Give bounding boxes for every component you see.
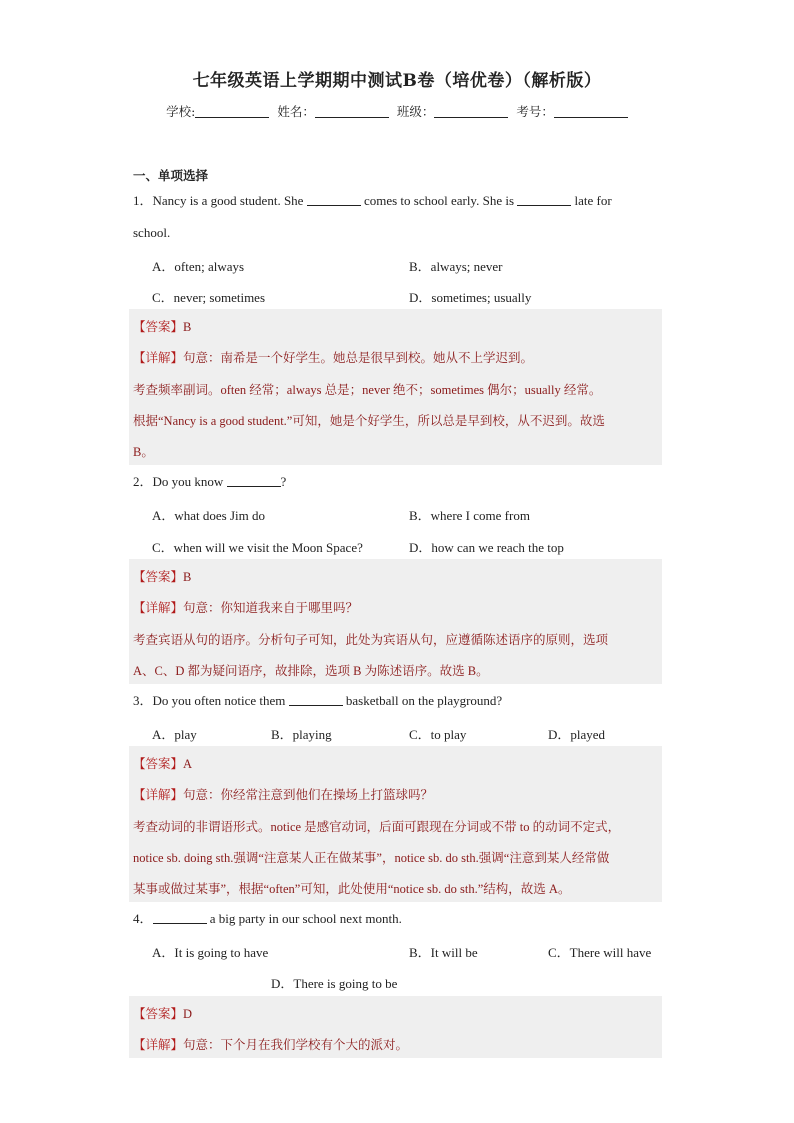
q2-option-d[interactable]: D．how can we reach the top xyxy=(409,540,564,555)
detail-line: B。 xyxy=(133,445,154,459)
number-label: 考号： xyxy=(516,104,554,119)
question-number: 4． xyxy=(133,911,153,926)
detail-line: 【详解】句意：你经常注意到他们在操场上打篮球吗？ xyxy=(133,787,434,802)
detail-line: 某事或做过某事”，根据“often”可知，此处使用“notice sb. do sth.”结构，故选 A。 xyxy=(133,882,571,896)
answer-blank xyxy=(307,194,361,206)
answer-blank xyxy=(227,475,281,487)
q1-option-a[interactable]: A．often; always xyxy=(152,259,245,274)
q2-option-c[interactable]: C．when will we visit the Moon Space? xyxy=(152,540,363,555)
question-4-text: 4． a big party in our school next month. xyxy=(133,911,402,926)
answer-line: 【答案】D xyxy=(133,1006,193,1021)
detail-line: 【详解】句意：下个月在我们学校有个大的派对。 xyxy=(133,1037,409,1052)
detail-line: 考查频率副词。often 经常；always 总是；never 绝不；sometimes 偶尔；usually 经常。 xyxy=(133,383,602,397)
q1-option-b[interactable]: B．always; never xyxy=(409,259,503,274)
q1-option-d[interactable]: D．sometimes; usually xyxy=(409,290,532,305)
question-number: 2． xyxy=(133,474,153,489)
question-2-text: 2．Do you know ? xyxy=(133,474,287,489)
q1-answer-block xyxy=(129,309,662,465)
question-1-text: 1．Nancy is a good student. She comes to school early. She is late for xyxy=(133,193,612,208)
student-info-line xyxy=(0,102,794,120)
q1-option-c[interactable]: C．never; sometimes xyxy=(152,290,266,305)
answer-line: 【答案】B xyxy=(133,569,192,584)
q2-option-a[interactable]: A．what does Jim do xyxy=(152,508,266,523)
section-heading: 一、单项选择 xyxy=(133,168,209,183)
q2-option-b[interactable]: B．where I come from xyxy=(409,508,530,523)
q4-option-b[interactable]: B．It will be xyxy=(409,945,478,960)
q3-option-a[interactable]: A．play xyxy=(152,727,197,742)
answer-line: 【答案】A xyxy=(133,756,193,771)
q4-option-d[interactable]: D．There is going to be xyxy=(271,976,398,991)
detail-line: 考查宾语从句的语序。分析句子可知，此处为宾语从句，应遵循陈述语序的原则，选项 xyxy=(133,633,609,647)
question-1-continuation: school. xyxy=(133,225,171,240)
question-3-text: 3．Do you often notice them basketball on the playground? xyxy=(133,693,503,708)
class-label: 班级： xyxy=(396,104,435,119)
detail-line: notice sb. doing sth.强调“注意某人正在做某事”，notice sb. do sth.强调“注意到某人经常做 xyxy=(133,851,610,865)
school-blank[interactable] xyxy=(195,105,269,118)
q3-option-d[interactable]: D．played xyxy=(548,727,606,742)
question-number: 3． xyxy=(133,693,153,708)
number-blank[interactable] xyxy=(554,105,628,118)
name-label: 姓名： xyxy=(277,104,315,119)
q4-answer-block xyxy=(129,996,662,1058)
school-label: 学校: xyxy=(166,104,196,119)
detail-line: 考查动词的非谓语形式。notice 是感官动词，后面可跟现在分词或不带 to 的动词不定式， xyxy=(133,820,621,834)
question-number: 1． xyxy=(133,193,153,208)
answer-blank xyxy=(289,694,343,706)
detail-line: A、C、D 都为疑问语序，故排除，选项 B 为陈述语序。故选 B。 xyxy=(133,664,489,678)
detail-line: 【详解】句意：南希是一个好学生。她总是很早到校。她从不上学迟到。 xyxy=(133,350,534,365)
page-title: 七年级英语上学期期中测试B卷（培优卷）（解析版） xyxy=(192,71,602,91)
q2-answer-block xyxy=(129,559,662,684)
name-blank[interactable] xyxy=(315,105,389,118)
class-blank[interactable] xyxy=(434,105,508,118)
answer-blank xyxy=(153,912,207,924)
detail-line: 【详解】句意：你知道我来自于哪里吗？ xyxy=(133,600,359,615)
answer-blank xyxy=(517,194,571,206)
q4-option-c[interactable]: C．There will have xyxy=(548,945,652,960)
answer-line: 【答案】B xyxy=(133,319,192,334)
q3-option-c[interactable]: C．to play xyxy=(409,727,467,742)
detail-line: 根据“Nancy is a good student.”可知，她是个好学生，所以总是早到校，从不迟到。故选 xyxy=(133,414,605,428)
q3-answer-block xyxy=(129,746,662,902)
q4-option-a[interactable]: A．It is going to have xyxy=(152,945,269,960)
q3-option-b[interactable]: B．playing xyxy=(271,727,332,742)
